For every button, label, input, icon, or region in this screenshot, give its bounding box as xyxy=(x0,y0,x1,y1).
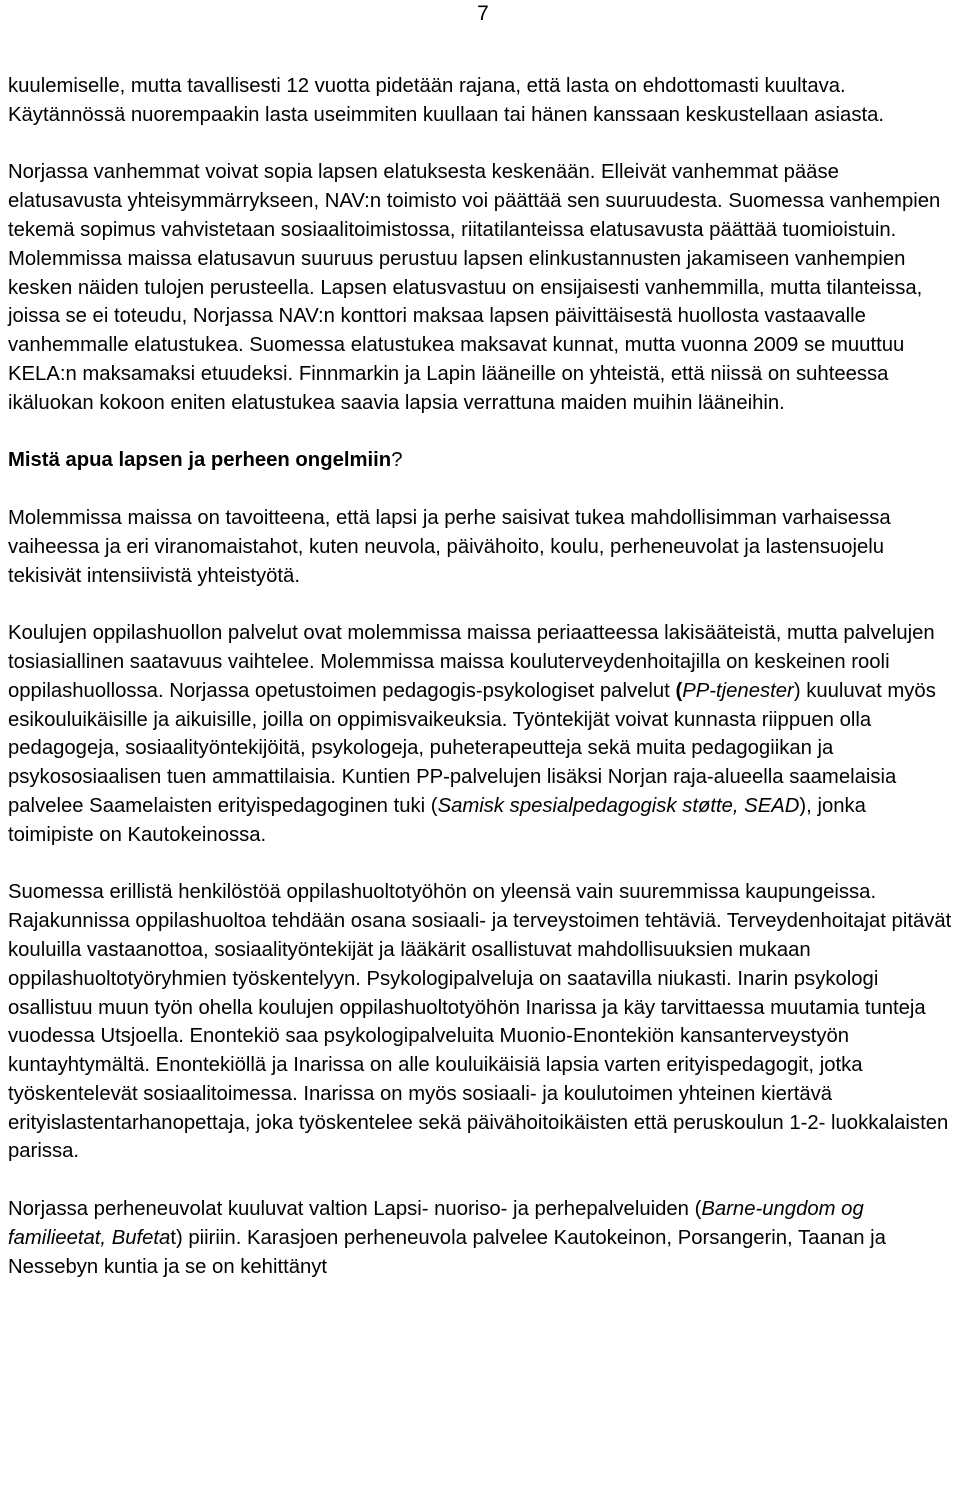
paragraph-spacer xyxy=(8,475,956,504)
document-body xyxy=(8,72,956,1281)
paragraph-finland-services: Suomessa erillistä henkilöstöä oppilashuoltotyöhön on yleensä vain suuremmissa kaupungeissa. Rajakunnissa oppilashuoltoa tehdään osana sosiaali- ja terveystoimen tehtäviä. Terveydenhoitajat pitävät kouluilla vastaanottoa, sosiaalityöntekijät ja lääkärit osallistuvat mahdollisuuksien mukaan oppilashuoltotyöryhmien työskentelyyn. Psykologipalveluja on saatavilla niukasti. Inarin psykologi osallistuu muun työn ohella koulujen oppilashuoltotyöhön Inarissa ja käy tarvittaessa muutamia tunteja vuodessa Utsjoella. Enontekiö saa psykologipalveluita Muonio-Enontekiön kansanterveystyön kuntayhtymältä. Enontekiöllä ja Inarissa on alle kouluikäisiä lapsia varten erityispedagogit, jotka työskentelevät sosiaalitoimessa. Inarissa on myös sosiaali- ja koulutoimen yhteinen kiertävä erityislastentarhanopettaja, joka työskentelee sekä päivähoitoikäisten että peruskoulun 1-2- luokkalaisten parissa. xyxy=(8,881,952,1163)
paragraph-school-welfare xyxy=(8,619,956,849)
text-run: t) piiriin. Karasjoen perheneuvola palvelee Kautokeinon, Porsangerin, Taanan ja Nessebyn kuntia ja se on kehittänyt xyxy=(8,1226,886,1278)
paragraph-child-hearing: kuulemiselle, mutta tavallisesti 12 vuotta pidetään rajana, että lasta on ehdottomasti kuultava. Käytännössä nuorempaakin lasta useimmiten kuullaan tai hänen kanssaan keskustellaan asiasta. xyxy=(8,75,885,126)
paragraph-spacer xyxy=(8,850,956,879)
paragraph-family-counselling xyxy=(8,1195,956,1281)
text-run: ) kuuluvat myös esikouluikäisille ja aikuisille, joilla on oppimisvaikeuksia. Työntekijät voivat kunnasta riippuen olla pedagogeja, sosiaalityöntekijöitä, psykologeja, puheterapeutteja sekä muita pedagogiikan ja psykososiaalisen tuen ammattilaisia. Kuntien PP-palvelujen lisäksi Norjan raja-alueella saamelaisia palvelee Saamelaisten erityispedagoginen tuki ( xyxy=(8,679,936,817)
text-run: Koulujen oppilashuollon palvelut ovat molemmissa maissa periaatteessa lakisääteistä, mutta palvelujen tosiasiallinen saatavuus vaihtelee. Molemmissa maissa kouluterveydenhoitajilla on keskeinen rooli oppilashuollossa. Norjassa opetustoimen pedagogis-psykologiset palvelut xyxy=(8,622,935,702)
section-heading xyxy=(8,446,956,475)
paragraph-early-support: Molemmissa maissa on tavoitteena, että lapsi ja perhe saisivat tukea mahdollisimman varhaisessa vaiheessa ja eri viranomaistahot, kuten neuvola, päivähoito, koulu, perheneuvolat ja lastensuojelu tekisivät intensiivistä yhteistyötä. xyxy=(8,506,891,587)
paragraph-spacer xyxy=(8,590,956,619)
term-bufetat: Barne-ungdom og familieetat, Bufeta xyxy=(8,1198,864,1249)
page-number: 7 xyxy=(477,2,489,25)
term-pp-tjenester: PP-tjenester xyxy=(682,679,794,702)
text-run: Norjassa perheneuvolat kuuluvat valtion Lapsi- nuoriso- ja perhepalveluiden ( xyxy=(8,1198,702,1221)
text-run: ), jonka toimipiste on Kautokeinossa. xyxy=(8,794,866,846)
term-sead: Samisk spesialpedagogisk støtte, SEAD xyxy=(437,794,800,817)
section-heading-qmark: ? xyxy=(391,449,403,472)
section-heading-text: Mistä apua lapsen ja perheen ongelmiin xyxy=(8,449,392,472)
paren-open-bold: ( xyxy=(675,679,683,702)
paragraph-spacer xyxy=(8,418,956,447)
paragraph-spacer xyxy=(8,130,956,159)
paragraph-spacer xyxy=(8,1166,956,1195)
paragraph-child-support: Norjassa vanhemmat voivat sopia lapsen elatuksesta keskenään. Elleivät vanhemmat pääse elatusavusta yhteisymmärrykseen, NAV:n toimisto voi päättää sen suuruudesta. Suomessa vanhempien tekemä sopimus vahvistetaan sosiaalitoimistossa, riitatilanteissa elatusavusta päättää tuomioistuin. Molemmissa maissa elatusavun suuruus perustuu lapsen elinkustannusten jakamiseen vanhempien kesken näiden tulojen perusteella. Lapsen elatusvastuu on ensijaisesti vanhemmilla, mutta tilanteissa, joissa se ei toteudu, Norjassa NAV:n konttori maksaa lapsen päivittäisestä huollosta vastaavalle vanhemmalle elatustukea. Suomessa elatustukea maksavat kunnat, mutta vuonna 2009 se muuttuu KELA:n maksamaksi etuudeksi. Finnmarkin ja Lapin lääneille on yhteistä, että niissä on suhteessa ikäluokan kokoon eniten elatustukea saavia lapsia verrattuna maiden muihin lääneihin. xyxy=(8,161,941,414)
